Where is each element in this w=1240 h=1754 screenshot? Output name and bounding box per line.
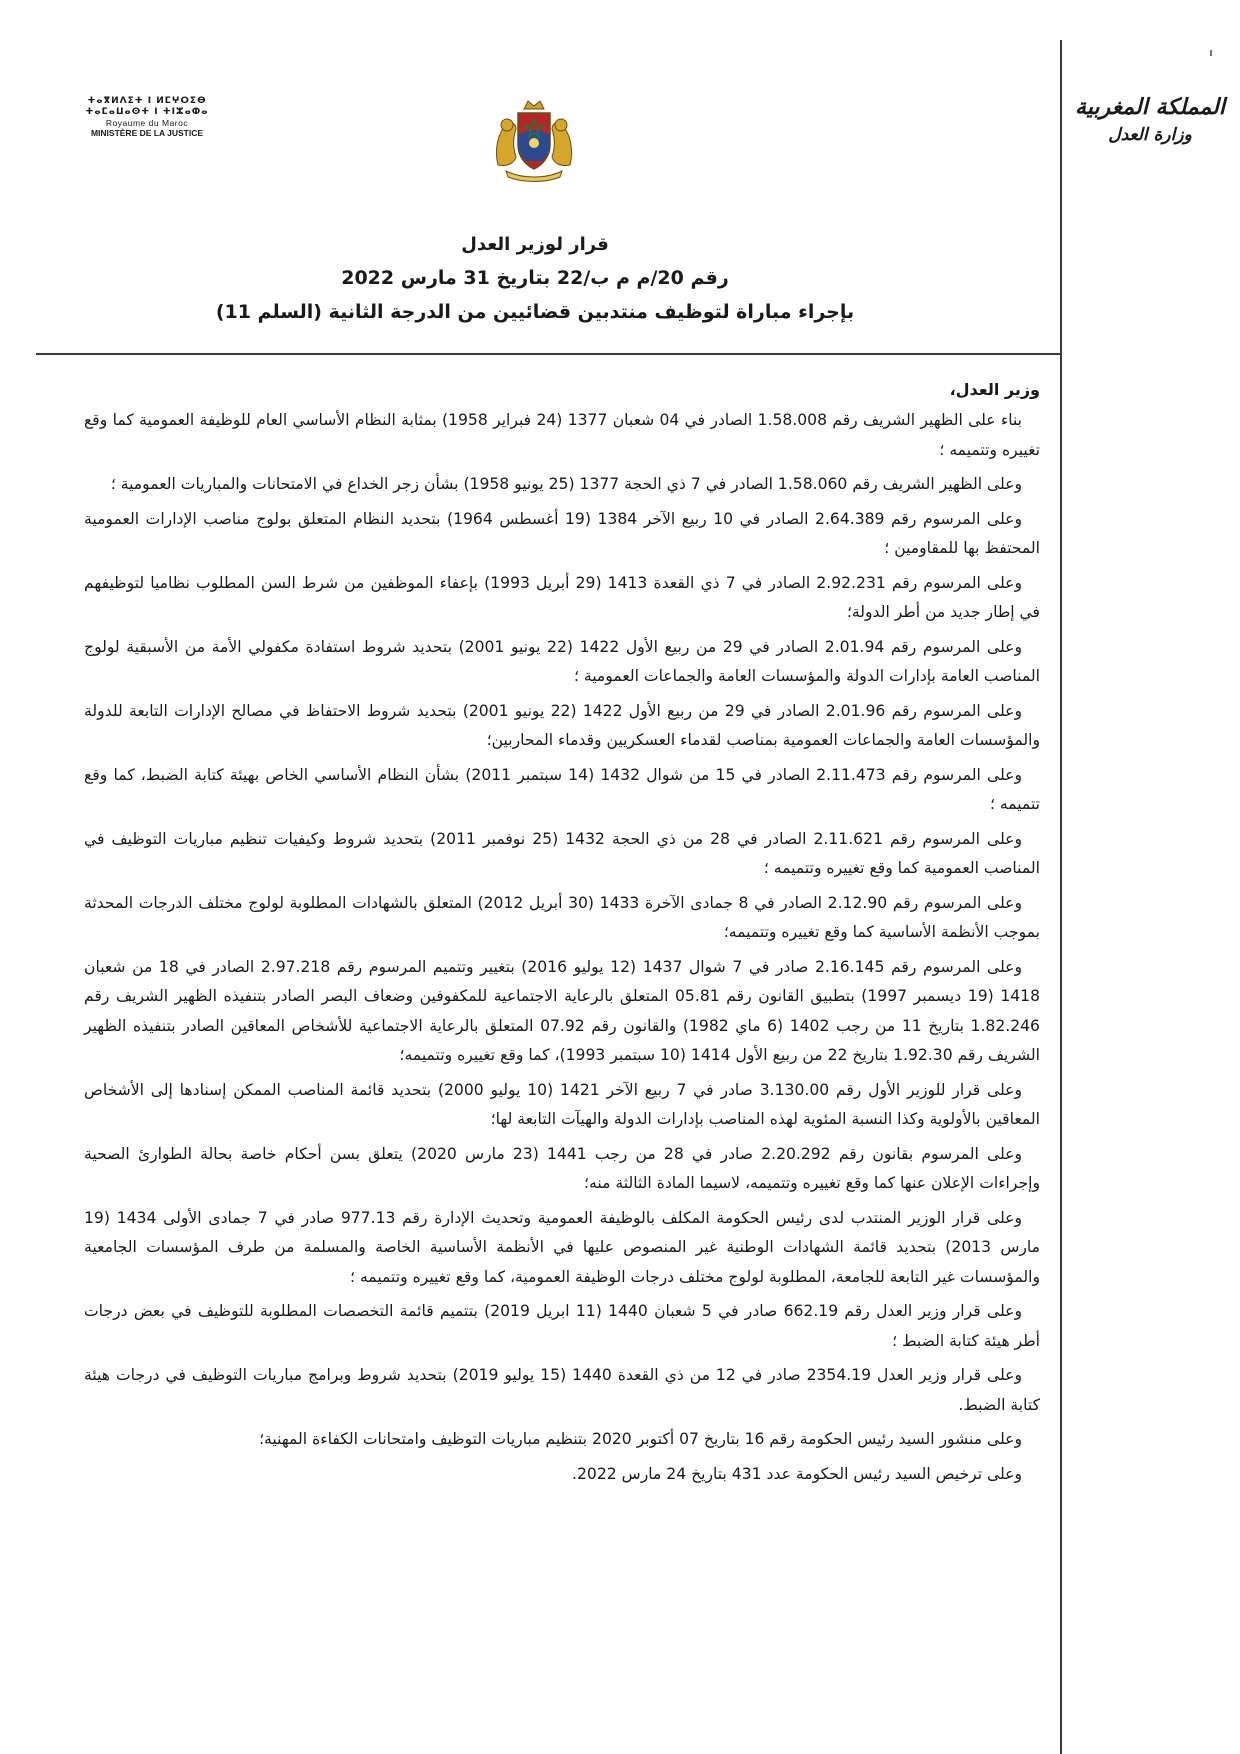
decree-body (84, 376, 1040, 1494)
legal-reference-paragraph: وعلى المرسوم رقم 2.11.473 الصادر في 15 من شوال 1432 (14 سبتمبر 2011) بشأن النظام الأساسي الخاص بهيئة كتابة الضبط، كما وقع تتميمه ؛ (84, 765, 1040, 813)
legal-reference-paragraph: وعلى قرار وزير العدل رقم 662.19 صادر في 5 شعبان 1440 (11 ابريل 2019) بتتميم قائمة التخصصات المطلوبة للتوظيف في بعض درجات أطر هيئة كتابة الضبط ؛ (84, 1302, 1040, 1350)
legal-reference-paragraph: وعلى المرسوم بقانون رقم 2.20.292 صادر في 28 من رجب 1441 (23 مارس 2020) يتعلق بسن أحكام خاصة بحالة الطوارئ الصحية وإجراءات الإعلان عنها كما وقع تغييره وتتميمه، لاسيما المادة الثالثة منه؛ (84, 1144, 1040, 1192)
legal-reference-paragraph: وعلى المرسوم رقم 2.64.389 الصادر في 10 ربيع الآخر 1384 (19 أغسطس 1964) بتحديد النظام المتعلق بولوج مناصب الإدارات العمومية المحتفظ بها للمقاومين ؛ (84, 509, 1040, 557)
margin-mark (1210, 50, 1212, 56)
legal-reference-paragraph: بناء على الظهير الشريف رقم 1.58.008 الصادر في 04 شعبان 1377 (24 فبراير 1958) بمثابة النظام الأساسي العام للوظيفة العمومية كما وقع تغييره وتتميمه ؛ (84, 411, 1040, 459)
kingdom-header (1075, 92, 1225, 148)
legal-reference-paragraph: وعلى المرسوم رقم 2.01.94 الصادر في 29 من ربيع الأول 1422 (22 يونيو 2001) بتحديد شروط استفادة مكفولي الأمة من الأسبقية لولوج المناصب العامة بإدارات الدولة والمؤسسات العامة والجماعات العمومية ؛ (84, 637, 1040, 685)
tifinagh-line-2: ⵜⴰⵎⴰⵡⴰⵙⵜ ⵏ ⵜⵏⵣⴰⵀⴰ (85, 107, 209, 117)
vertical-divider (1060, 40, 1062, 1754)
legal-reference-paragraph: وعلى المرسوم رقم 2.11.621 الصادر في 28 من ذي الحجة 1432 (25 نوفمبر 2011) بتحديد شروط وكيفيات تنظيم مباريات التوظيف في المناصب العمومية كما وقع تغييره وتتميمه ؛ (84, 829, 1040, 877)
legal-reference-paragraph: وعلى منشور السيد رئيس الحكومة رقم 16 بتاريخ 07 أكتوبر 2020 بتنظيم مباريات التوظيف وامتحانات الكفاءة المهنية؛ (259, 1430, 1022, 1448)
ministry-header (82, 96, 212, 138)
horizontal-divider (36, 353, 1060, 355)
decree-subject: بإجراء مباراة لتوظيف منتدبين قضائيين من الدرجة الثانية (السلم 11) (215, 301, 855, 323)
french-ministry-label: MINISTÈRE DE LA JUSTICE (90, 128, 204, 138)
kingdom-label: المملكة المغربية (1075, 94, 1225, 120)
body-intro: وزير العدل، (949, 380, 1040, 399)
decree-issuer: قرار لوزير العدل (461, 234, 609, 255)
legal-reference-paragraph: وعلى المرسوم رقم 2.16.145 صادر في 7 شوال 1437 (12 يوليو 2016) بتغيير وتتميم المرسوم رقم 2.97.218 الصادر في 18 من شعبان 1418 (19 ديسمبر 1997) بتطبيق القانون رقم 05.81 المتعلق بالرعاية الاجتماعية للمكفوفين وضعاف البصر الصادر بتنفيذه الظهير الشريف رقم 1.82.246 بتاريخ 11 من رجب 1402 (6 ماي 1982) والقانون رقم 07.92 المتعلق بالرعاية الاجتماعية للأشخاص المعاقين الصادر بتنفيذه الظهير الشريف رقم 1.92.30 بتاريخ 22 من ربيع الأول 1414 (10 سبتمبر 1993)، كما وقع تغييره وتتميمه؛ (84, 957, 1040, 1064)
legal-reference-paragraph: وعلى ترخيص السيد رئيس الحكومة عدد 431 بتاريخ 24 مارس 2022. (572, 1464, 1022, 1483)
french-kingdom-label: Royaume du Maroc (105, 118, 189, 128)
coat-of-arms-icon (488, 95, 580, 185)
legal-reference-paragraph: وعلى المرسوم رقم 2.01.96 الصادر في 29 من ربيع الأول 1422 (22 يونيو 2001) بتحديد شروط الاحتفاظ في مصالح الإدارات التابعة للدولة والمؤسسات العامة والجماعات العمومية بمناصب لقدماء العسكريين وقدماء المحاربين؛ (84, 701, 1040, 749)
legal-reference-paragraph: وعلى قرار وزير العدل 2354.19 صادر في 12 من ذي القعدة 1440 (15 يوليو 2019) بتحديد شروط وبرامج مباريات التوظيف في درجات هيئة كتابة الضبط. (84, 1366, 1040, 1414)
ministry-label: وزارة العدل (1108, 125, 1192, 145)
decree-title (150, 228, 920, 329)
tifinagh-line-1: ⵜⴰⴳⵍⴷⵉⵜ ⵏ ⵍⵎⵖⵔⵉⴱ (87, 96, 207, 106)
legal-reference-paragraph: وعلى المرسوم رقم 2.12.90 الصادر في 8 جمادى الآخرة 1433 (30 أبريل 2012) المتعلق بالشهادات المطلوبة لولوج مختلف الدرجات المحدثة بموجب الأنظمة الأساسية كما وقع تغييره وتتميمه؛ (84, 893, 1040, 941)
legal-reference-paragraph: وعلى قرار للوزير الأول رقم 3.130.00 صادر في 7 ربيع الآخر 1421 (10 يوليو 2000) بتحديد قائمة المناصب الممكن إسنادها إلى الأشخاص المعاقين بالأولوية وكذا النسبة المئوية لهذه المناصب بإدارات الدولة والهيآت التابعة لها؛ (84, 1080, 1040, 1128)
legal-reference-paragraph: وعلى الظهير الشريف رقم 1.58.060 الصادر في 7 ذي الحجة 1377 (25 يونيو 1958) بشأن زجر الخداع في الامتحانات والمباريات العمومية ؛ (110, 475, 1022, 493)
legal-reference-paragraph: وعلى قرار الوزير المنتدب لدى رئيس الحكومة المكلف بالوظيفة العمومية وتحديث الإدارة رقم 977.13 صادر في 7 جمادى الأولى 1434 (19 مارس 2013) بتحديد قائمة الشهادات الوطنية غير المنصوص عليها في الأنظمة الأساسية الخاصة والمسلمة من طرف المؤسسات الجامعية والمؤسسات غير التابعة للجامعة، المطلوبة لولوج مختلف درجات الوظيفة العمومية، كما وقع تغييره وتتميمه ؛ (84, 1208, 1041, 1286)
legal-reference-paragraph: وعلى المرسوم رقم 2.92.231 الصادر في 7 ذي القعدة 1413 (29 أبريل 1993) بإعفاء الموظفين من شرط السن المطلوب نظاميا لتوظيفهم في إطار جديد من أطر الدولة؛ (84, 573, 1040, 621)
decree-number: رقم 20/م م ب/22 بتاريخ 31 مارس 2022 (341, 267, 729, 289)
